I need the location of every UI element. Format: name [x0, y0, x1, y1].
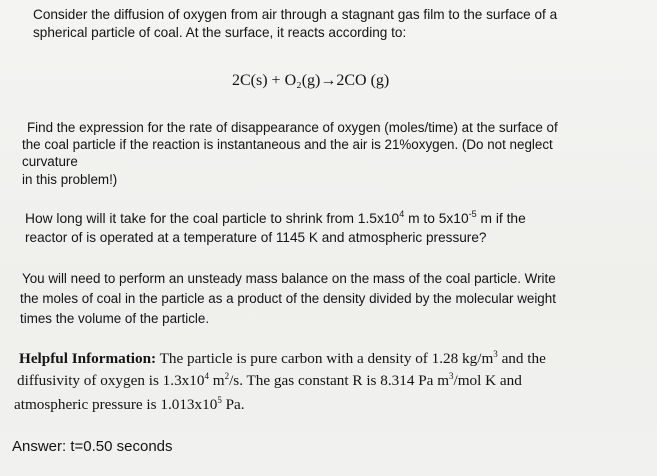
question2-line-2: reactor of is operated at a temperature of 1145 K and atmospheric pressure?: [25, 230, 487, 245]
question2-exp-1: 4: [399, 209, 405, 219]
question2-line-1: [25, 210, 526, 228]
helpful-line-3-b: Pa.: [221, 396, 245, 413]
helpful-line-1: [19, 350, 546, 368]
helpful-line-1-a: The particle is pure carbon with a density of 1.28 kg/m: [156, 350, 494, 367]
question1-line-2: the coal particle if the reaction is instantaneous and the air is 21%oxygen. (Do not neglect: [22, 137, 553, 152]
helpful-exp-5: 5: [217, 395, 222, 405]
helpful-exp-4: 3: [449, 371, 454, 381]
question2-exp-2: -5: [468, 209, 477, 219]
reaction-equation: 2C(s) + O₂(g)→2CO (g): [232, 72, 390, 89]
helpful-line-2: [17, 372, 522, 390]
hint-line-1: You will need to perform an unsteady mass balance on the mass of the coal particle. Write: [22, 271, 556, 286]
helpful-line-2-b: m: [208, 372, 225, 389]
helpful-exp-2: 4: [204, 371, 209, 381]
helpful-line-2-d: /mol K and: [453, 372, 522, 389]
answer-line: Answer: t=0.50 seconds: [12, 438, 173, 455]
helpful-line-3-a: atmospheric pressure is 1.013x10: [14, 396, 218, 413]
helpful-line-3: [14, 396, 245, 414]
helpful-exp-1: 3: [493, 349, 498, 359]
intro-line-1: Consider the diffusion of oxygen from air through a stagnant gas film to the surface of a: [33, 7, 558, 22]
hint-line-2: the moles of coal in the particle as a product of the density divided by the molecular weight: [20, 291, 556, 306]
hint-line-3: times the volume of the particle.: [20, 311, 210, 326]
question1-line-4: in this problem!): [22, 172, 118, 187]
helpful-line-1-b: and the: [497, 350, 546, 367]
helpful-line-2-c: /s. The gas constant R is 8.314 Pa m: [229, 372, 450, 389]
question1-line-3: curvature: [22, 154, 78, 169]
question2-line-1-c: m if the: [476, 211, 526, 226]
helpful-exp-3: 2: [224, 371, 230, 381]
question2-line-1-a: How long will it take for the coal particle to shrink from 1.5x10: [25, 211, 400, 226]
helpful-label: Helpful Information:: [19, 350, 157, 367]
question1-line-1: Find the expression for the rate of disappearance of oxygen (moles/time) at the surface of: [27, 120, 558, 135]
question2-line-1-b: m to 5x10: [404, 211, 469, 226]
helpful-line-2-a: diffusivity of oxygen is 1.3x10: [17, 372, 205, 389]
intro-line-2: spherical particle of coal. At the surface, it reacts according to:: [33, 25, 407, 40]
